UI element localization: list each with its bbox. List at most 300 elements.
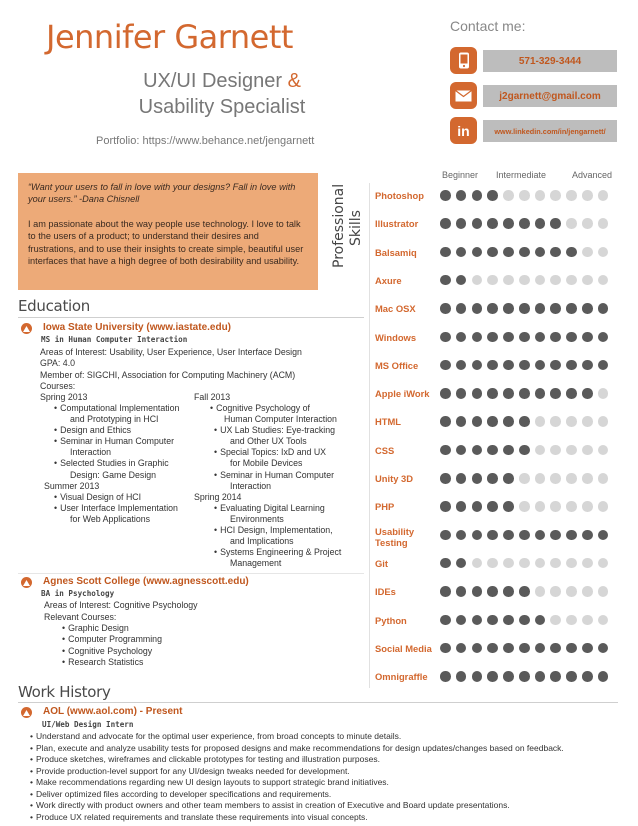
skill-rating bbox=[440, 473, 608, 484]
phone-number[interactable]: 571-329-3444 bbox=[483, 50, 617, 72]
skill-label: Axure bbox=[375, 274, 402, 286]
rating-dot bbox=[598, 247, 609, 258]
rating-dot bbox=[487, 247, 498, 258]
rating-dot bbox=[550, 558, 561, 569]
rating-dot bbox=[550, 501, 561, 512]
degree: BA in Psychology bbox=[41, 589, 115, 598]
rating-dot bbox=[440, 360, 451, 371]
rating-dot bbox=[503, 247, 514, 258]
rating-dot bbox=[519, 190, 530, 201]
skill-label: Social Media bbox=[375, 642, 432, 654]
rating-dot bbox=[487, 388, 498, 399]
skill-rating bbox=[440, 615, 608, 626]
rating-dot bbox=[535, 615, 546, 626]
rating-dot bbox=[503, 615, 514, 626]
rating-dot bbox=[456, 416, 467, 427]
rating-dot bbox=[598, 275, 609, 286]
rating-dot bbox=[487, 586, 498, 597]
rating-dot bbox=[440, 558, 451, 569]
rating-dot bbox=[487, 332, 498, 343]
course-item: • Seminar in Human Computer bbox=[214, 470, 334, 481]
course-item: • Cognitive Psychology of bbox=[210, 403, 310, 414]
rating-dot bbox=[472, 360, 483, 371]
rating-dot bbox=[550, 190, 561, 201]
company-name[interactable]: AOL (www.aol.com) - Present bbox=[43, 706, 183, 717]
rating-dot bbox=[582, 303, 593, 314]
skills-title bbox=[328, 174, 372, 270]
courses-label: Relevant Courses: bbox=[44, 612, 117, 622]
rating-dot bbox=[519, 501, 530, 512]
rating-dot bbox=[487, 473, 498, 484]
rating-dot bbox=[487, 303, 498, 314]
rating-dot bbox=[598, 445, 609, 456]
rating-dot bbox=[440, 586, 451, 597]
rating-dot bbox=[582, 530, 593, 541]
course-item-cont: Human Computer Interaction bbox=[224, 414, 337, 424]
rating-dot bbox=[582, 218, 593, 229]
job-title bbox=[108, 68, 336, 120]
rating-dot bbox=[440, 530, 451, 541]
rating-dot bbox=[503, 218, 514, 229]
rating-dot bbox=[456, 615, 467, 626]
skill-label: Mac OSX bbox=[375, 303, 416, 315]
rating-dot bbox=[519, 473, 530, 484]
rating-dot bbox=[440, 303, 451, 314]
rating-dot bbox=[440, 615, 451, 626]
skill-rating bbox=[440, 218, 608, 229]
rating-dot bbox=[535, 275, 546, 286]
work-bullet: • Work directly with product owners and other team members to assist in creation of Executive and Board update presentations. bbox=[30, 800, 510, 811]
rating-dot bbox=[582, 445, 593, 456]
bullet-triangle-icon bbox=[21, 323, 32, 334]
rating-dot bbox=[535, 671, 546, 682]
rating-dot bbox=[550, 360, 561, 371]
rating-dot bbox=[456, 445, 467, 456]
rating-dot bbox=[566, 190, 577, 201]
rating-dot bbox=[472, 473, 483, 484]
rating-dot bbox=[566, 530, 577, 541]
rating-dot bbox=[472, 586, 483, 597]
course-item: • Visual Design of HCI bbox=[54, 492, 141, 503]
rating-dot bbox=[519, 360, 530, 371]
skill-label: PHP bbox=[375, 501, 395, 513]
rating-dot bbox=[440, 643, 451, 654]
rating-dot bbox=[456, 586, 467, 597]
skill-rating bbox=[440, 332, 608, 343]
rating-dot bbox=[440, 190, 451, 201]
areas-of-interest: Areas of Interest: Cognitive Psychology bbox=[44, 600, 198, 610]
rating-dot bbox=[519, 332, 530, 343]
level-advanced: Advanced bbox=[572, 170, 613, 180]
rating-dot bbox=[487, 671, 498, 682]
rating-dot bbox=[519, 558, 530, 569]
skill-label: MS Office bbox=[375, 359, 419, 371]
rating-dot bbox=[598, 360, 609, 371]
rating-dot bbox=[582, 416, 593, 427]
rating-dot bbox=[550, 218, 561, 229]
rating-dot bbox=[550, 643, 561, 654]
job-title-line1: UX/UI Designer bbox=[143, 70, 283, 92]
rating-dot bbox=[598, 558, 609, 569]
rating-dot bbox=[598, 303, 609, 314]
rating-dot bbox=[598, 586, 609, 597]
skill-rating bbox=[440, 247, 608, 258]
term-label: Spring 2013 bbox=[40, 392, 88, 402]
rating-dot bbox=[535, 445, 546, 456]
rating-dot bbox=[598, 190, 609, 201]
skill-label: Git bbox=[375, 557, 389, 569]
rating-dot bbox=[472, 445, 483, 456]
rating-dot bbox=[582, 247, 593, 258]
rating-dot bbox=[566, 473, 577, 484]
rating-dot bbox=[566, 615, 577, 626]
rating-dot bbox=[456, 643, 467, 654]
rating-dot bbox=[519, 303, 530, 314]
rating-dot bbox=[566, 643, 577, 654]
rating-dot bbox=[598, 388, 609, 399]
rating-dot bbox=[535, 586, 546, 597]
quote-text: “Want your users to fall in love with your designs? Fall in love with your users.” -Dana Chisnell bbox=[28, 182, 296, 205]
work-bullet: • Provide production-level support for any UI/design tweaks needed for development. bbox=[30, 766, 350, 777]
course-item: • HCI Design, Implementation, bbox=[214, 525, 333, 536]
work-bullet: • Plan, execute and analyze usability tests for proposed designs and make recommendations for design updates/changes based on feedback. bbox=[30, 743, 564, 754]
skill-label: HTML bbox=[375, 416, 402, 428]
rating-dot bbox=[440, 473, 451, 484]
course-item-cont: Design: Game Design bbox=[70, 470, 157, 480]
summary-text: I am passionate about the way people use technology. I love to talk to the users of a product; to understand their desires and frustrations, and to use their insights to create simple, beautiful user interfaces that have a high degree of both desirability and usability. bbox=[28, 218, 304, 267]
course-item: • Cognitive Psychology bbox=[62, 646, 152, 657]
rating-dot bbox=[456, 190, 467, 201]
rating-dot bbox=[503, 558, 514, 569]
skill-label: Windows bbox=[375, 331, 417, 343]
skill-rating bbox=[440, 558, 608, 569]
rating-dot bbox=[487, 360, 498, 371]
rating-dot bbox=[550, 671, 561, 682]
skill-label: Apple iWork bbox=[375, 388, 430, 400]
course-item: • Systems Engineering & Project bbox=[214, 547, 341, 558]
education-heading: Education bbox=[18, 297, 90, 315]
rating-dot bbox=[440, 445, 451, 456]
skill-rating bbox=[440, 671, 608, 682]
rating-dot bbox=[503, 530, 514, 541]
skill-rating bbox=[440, 275, 608, 286]
skill-rating bbox=[440, 388, 608, 399]
rating-dot bbox=[550, 332, 561, 343]
rating-dot bbox=[566, 416, 577, 427]
rating-dot bbox=[503, 643, 514, 654]
rating-dot bbox=[440, 501, 451, 512]
rating-dot bbox=[519, 388, 530, 399]
contact-title: Contact me: bbox=[450, 18, 526, 34]
rating-dot bbox=[487, 190, 498, 201]
rating-dot bbox=[582, 643, 593, 654]
rating-dot bbox=[582, 190, 593, 201]
rating-dot bbox=[550, 530, 561, 541]
rating-dot bbox=[503, 671, 514, 682]
rating-dot bbox=[503, 360, 514, 371]
skills-divider bbox=[369, 183, 370, 688]
phone-icon bbox=[450, 47, 477, 74]
skill-label: IDEs bbox=[375, 586, 396, 598]
portfolio-link[interactable]: Portfolio: https://www.behance.net/jengarnett bbox=[96, 135, 315, 147]
course-item: • Selected Studies in Graphic bbox=[54, 458, 169, 469]
rating-dot bbox=[472, 388, 483, 399]
rating-dot bbox=[519, 615, 530, 626]
school-divider bbox=[18, 573, 364, 574]
rating-dot bbox=[487, 501, 498, 512]
rating-dot bbox=[503, 303, 514, 314]
skill-label: Photoshop bbox=[375, 190, 424, 201]
rating-dot bbox=[472, 530, 483, 541]
rating-dot bbox=[503, 473, 514, 484]
rating-dot bbox=[519, 247, 530, 258]
rating-dot bbox=[472, 303, 483, 314]
rating-dot bbox=[456, 303, 467, 314]
rating-dot bbox=[566, 303, 577, 314]
skill-rating bbox=[440, 190, 608, 201]
mail-icon bbox=[450, 82, 477, 109]
rating-dot bbox=[566, 671, 577, 682]
rating-dot bbox=[519, 275, 530, 286]
rating-dot bbox=[487, 558, 498, 569]
rating-dot bbox=[456, 275, 467, 286]
rating-dot bbox=[472, 416, 483, 427]
rating-dot bbox=[550, 473, 561, 484]
rating-dot bbox=[487, 416, 498, 427]
work-bullet: • Produce UX related requirements and translate these requirements into visual concepts. bbox=[30, 812, 368, 823]
membership: Member of: SIGCHI, Association for Computing Machinery (ACM) bbox=[40, 370, 296, 380]
rating-dot bbox=[550, 416, 561, 427]
email-address[interactable]: j2garnett@gmail.com bbox=[483, 85, 617, 107]
rating-dot bbox=[566, 218, 577, 229]
rating-dot bbox=[582, 360, 593, 371]
summary-box bbox=[18, 173, 318, 290]
course-item: • Evaluating Digital Learning bbox=[214, 503, 325, 514]
rating-dot bbox=[440, 388, 451, 399]
rating-dot bbox=[550, 586, 561, 597]
areas-of-interest: Areas of Interest: Usability, User Experience, User Interface Design bbox=[40, 347, 302, 357]
course-item: • Graphic Design bbox=[62, 623, 129, 634]
course-item: • Seminar in Human Computer bbox=[54, 436, 174, 447]
job-position: UI/Web Design Intern bbox=[42, 720, 134, 729]
rating-dot bbox=[535, 360, 546, 371]
rating-dot bbox=[503, 275, 514, 286]
rating-dot bbox=[582, 473, 593, 484]
rating-dot bbox=[582, 586, 593, 597]
rating-dot bbox=[582, 671, 593, 682]
rating-dot bbox=[503, 416, 514, 427]
rating-dot bbox=[550, 247, 561, 258]
rating-dot bbox=[535, 247, 546, 258]
skill-rating bbox=[440, 530, 608, 541]
rating-dot bbox=[535, 332, 546, 343]
rating-dot bbox=[582, 332, 593, 343]
skill-label: Illustrator bbox=[375, 218, 419, 230]
rating-dot bbox=[472, 275, 483, 286]
skill-rating bbox=[440, 360, 608, 371]
skill-label: Usability Testing bbox=[375, 525, 415, 548]
skill-rating bbox=[440, 445, 608, 456]
rating-dot bbox=[535, 530, 546, 541]
rating-dot bbox=[566, 388, 577, 399]
rating-dot bbox=[503, 190, 514, 201]
rating-dot bbox=[487, 275, 498, 286]
course-item: • User Interface Implementation bbox=[54, 503, 178, 514]
rating-dot bbox=[598, 218, 609, 229]
rating-dot bbox=[566, 501, 577, 512]
skill-rating bbox=[440, 416, 608, 427]
rating-dot bbox=[566, 332, 577, 343]
rating-dot bbox=[456, 530, 467, 541]
rating-dot bbox=[566, 275, 577, 286]
work-bullet: • Deliver optimized files according to developer specifications and requirements. bbox=[30, 789, 331, 800]
rating-dot bbox=[503, 332, 514, 343]
rating-dot bbox=[456, 473, 467, 484]
rating-dot bbox=[598, 530, 609, 541]
work-bullet: • Make recommendations regarding new UI design layouts to support strategic brand initiatives. bbox=[30, 777, 389, 788]
skill-rating bbox=[440, 643, 608, 654]
rating-dot bbox=[519, 416, 530, 427]
skill-label: Balsamiq bbox=[375, 246, 417, 258]
term-label: Spring 2014 bbox=[194, 492, 242, 502]
work-bullet: • Understand and advocate for the optimal user experience, from broad concepts to minute details. bbox=[30, 731, 401, 742]
course-item-cont: and Prototyping in HCI bbox=[70, 414, 159, 424]
skill-rating bbox=[440, 303, 608, 314]
rating-dot bbox=[519, 218, 530, 229]
rating-dot bbox=[566, 586, 577, 597]
rating-dot bbox=[456, 388, 467, 399]
rating-dot bbox=[456, 218, 467, 229]
rating-dot bbox=[519, 445, 530, 456]
course-item-cont: Environments bbox=[230, 514, 284, 524]
rating-dot bbox=[535, 643, 546, 654]
rating-dot bbox=[582, 558, 593, 569]
rating-dot bbox=[598, 501, 609, 512]
rating-dot bbox=[566, 558, 577, 569]
resume-name: Jennifer Garnett bbox=[46, 18, 293, 56]
rating-dot bbox=[487, 615, 498, 626]
rating-dot bbox=[472, 218, 483, 229]
course-item: • Special Topics: IxD and UX bbox=[214, 447, 326, 458]
rating-dot bbox=[440, 416, 451, 427]
rating-dot bbox=[472, 643, 483, 654]
work-rule bbox=[18, 702, 618, 703]
rating-dot bbox=[487, 643, 498, 654]
rating-dot bbox=[519, 643, 530, 654]
rating-dot bbox=[550, 445, 561, 456]
rating-dot bbox=[535, 303, 546, 314]
skill-label: CSS bbox=[375, 444, 395, 456]
skill-label: Python bbox=[375, 614, 407, 626]
rating-dot bbox=[503, 501, 514, 512]
rating-dot bbox=[535, 558, 546, 569]
rating-dot bbox=[566, 445, 577, 456]
rating-dot bbox=[535, 388, 546, 399]
rating-dot bbox=[472, 671, 483, 682]
course-item: • Research Statistics bbox=[62, 657, 143, 668]
rating-dot bbox=[535, 501, 546, 512]
skill-rating bbox=[440, 501, 608, 512]
work-heading: Work History bbox=[18, 683, 111, 701]
rating-dot bbox=[550, 275, 561, 286]
job-title-line2: Usability Specialist bbox=[138, 96, 306, 118]
rating-dot bbox=[456, 360, 467, 371]
rating-dot bbox=[440, 247, 451, 258]
degree: MS in Human Computer Interaction bbox=[41, 335, 188, 344]
course-item-cont: for Mobile Devices bbox=[230, 458, 303, 468]
rating-dot bbox=[503, 445, 514, 456]
rating-dot bbox=[598, 416, 609, 427]
term-label: Summer 2013 bbox=[44, 481, 100, 491]
course-item-cont: for Web Applications bbox=[70, 514, 151, 524]
level-intermediate: Intermediate bbox=[496, 170, 547, 180]
course-item-cont: and Other UX Tools bbox=[230, 436, 307, 446]
rating-dot bbox=[535, 218, 546, 229]
course-item-cont: Management bbox=[230, 558, 282, 568]
rating-dot bbox=[487, 445, 498, 456]
rating-dot bbox=[456, 671, 467, 682]
work-bullet: • Produce sketches, wireframes and clickable prototypes for testing and illustration purposes. bbox=[30, 754, 380, 765]
rating-dot bbox=[550, 388, 561, 399]
rating-dot bbox=[472, 615, 483, 626]
skills-title-line2: Skills bbox=[348, 210, 364, 246]
course-item-cont: Interaction bbox=[230, 481, 272, 491]
rating-dot bbox=[472, 247, 483, 258]
linkedin-url[interactable]: www.linkedin.com/in/jengarnett/ bbox=[483, 120, 617, 142]
rating-dot bbox=[535, 416, 546, 427]
school-name[interactable]: Iowa State University (www.iastate.edu) bbox=[43, 322, 232, 333]
rating-dot bbox=[440, 332, 451, 343]
rating-dot bbox=[566, 247, 577, 258]
rating-dot bbox=[456, 332, 467, 343]
ampersand: & bbox=[287, 70, 301, 92]
rating-dot bbox=[582, 501, 593, 512]
rating-dot bbox=[598, 671, 609, 682]
rating-dot bbox=[582, 615, 593, 626]
school-name[interactable]: Agnes Scott College (www.agnesscott.edu) bbox=[43, 576, 249, 587]
rating-dot bbox=[456, 501, 467, 512]
skill-label: Omnigraffle bbox=[375, 671, 428, 683]
rating-dot bbox=[598, 332, 609, 343]
skill-label: Unity 3D bbox=[375, 473, 414, 484]
gpa: GPA: 4.0 bbox=[40, 358, 76, 368]
rating-dot bbox=[503, 388, 514, 399]
rating-dot bbox=[487, 218, 498, 229]
rating-dot bbox=[598, 615, 609, 626]
rating-dot bbox=[535, 190, 546, 201]
education-rule bbox=[18, 317, 364, 318]
course-item: • Computer Programming bbox=[62, 634, 162, 645]
course-item-cont: Interaction bbox=[70, 447, 112, 457]
courses-label: Courses: bbox=[40, 381, 76, 391]
rating-dot bbox=[487, 530, 498, 541]
rating-dot bbox=[472, 332, 483, 343]
rating-dot bbox=[519, 530, 530, 541]
rating-dot bbox=[598, 643, 609, 654]
rating-dot bbox=[598, 473, 609, 484]
course-item-cont: and Implications bbox=[230, 536, 294, 546]
rating-dot bbox=[472, 190, 483, 201]
level-beginner: Beginner bbox=[442, 170, 479, 180]
course-item: • Computational Implementation bbox=[54, 403, 179, 414]
skill-rating bbox=[440, 586, 608, 597]
linkedin-icon: in bbox=[450, 117, 477, 144]
rating-dot bbox=[582, 275, 593, 286]
rating-dot bbox=[456, 247, 467, 258]
course-item: • UX Lab Studies: Eye-tracking bbox=[214, 425, 335, 436]
rating-dot bbox=[440, 275, 451, 286]
rating-dot bbox=[582, 388, 593, 399]
